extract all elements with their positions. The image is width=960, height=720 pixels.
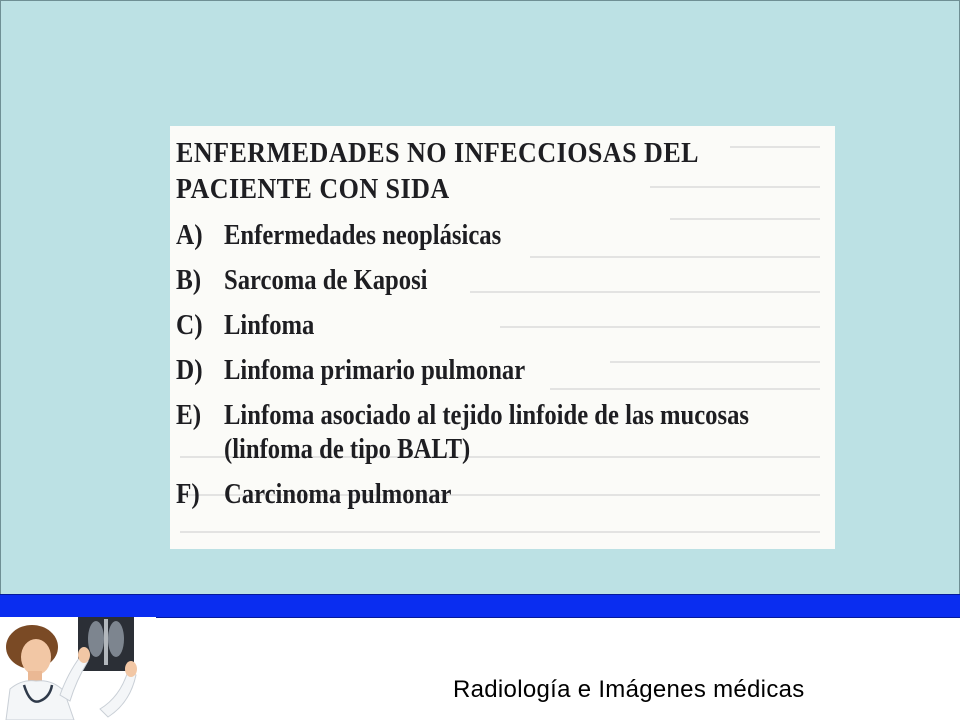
- item-letter: D): [176, 355, 203, 386]
- list-item: [176, 354, 826, 388]
- item-text: Carcinoma pulmonar: [224, 479, 452, 510]
- doctor-xray-illustration: [0, 617, 156, 720]
- list-item: [176, 309, 826, 343]
- item-letter: B): [176, 265, 202, 296]
- blue-band: [0, 594, 960, 618]
- face: [21, 639, 51, 675]
- heading-line-1: ENFERMEDADES NO INFECCIOSAS DEL: [176, 138, 700, 169]
- list-item: [176, 264, 826, 298]
- list-item: [176, 219, 826, 253]
- scan-content: [176, 136, 826, 512]
- doctor-xray-photo: [0, 617, 156, 720]
- list-item: [176, 399, 826, 467]
- item-text: Sarcoma de Kaposi: [224, 265, 428, 296]
- heading-line-2: PACIENTE CON SIDA: [176, 174, 450, 205]
- item-text: Linfoma: [224, 310, 315, 341]
- list-item: [176, 478, 826, 512]
- item-letter: E): [176, 400, 202, 431]
- item-letter: C): [176, 310, 203, 341]
- item-text: Enfermedades neoplásicas: [224, 220, 502, 251]
- footer-caption: Radiología e Imágenes médicas: [453, 676, 805, 703]
- item-text: Linfoma primario pulmonar: [224, 355, 526, 386]
- item-letter: A): [176, 220, 203, 251]
- scanned-text-image: [170, 126, 835, 549]
- item-text: Linfoma asociado al tejido linfoide de las mucosas (linfoma de tipo BALT): [224, 400, 750, 465]
- item-letter: F): [176, 479, 200, 510]
